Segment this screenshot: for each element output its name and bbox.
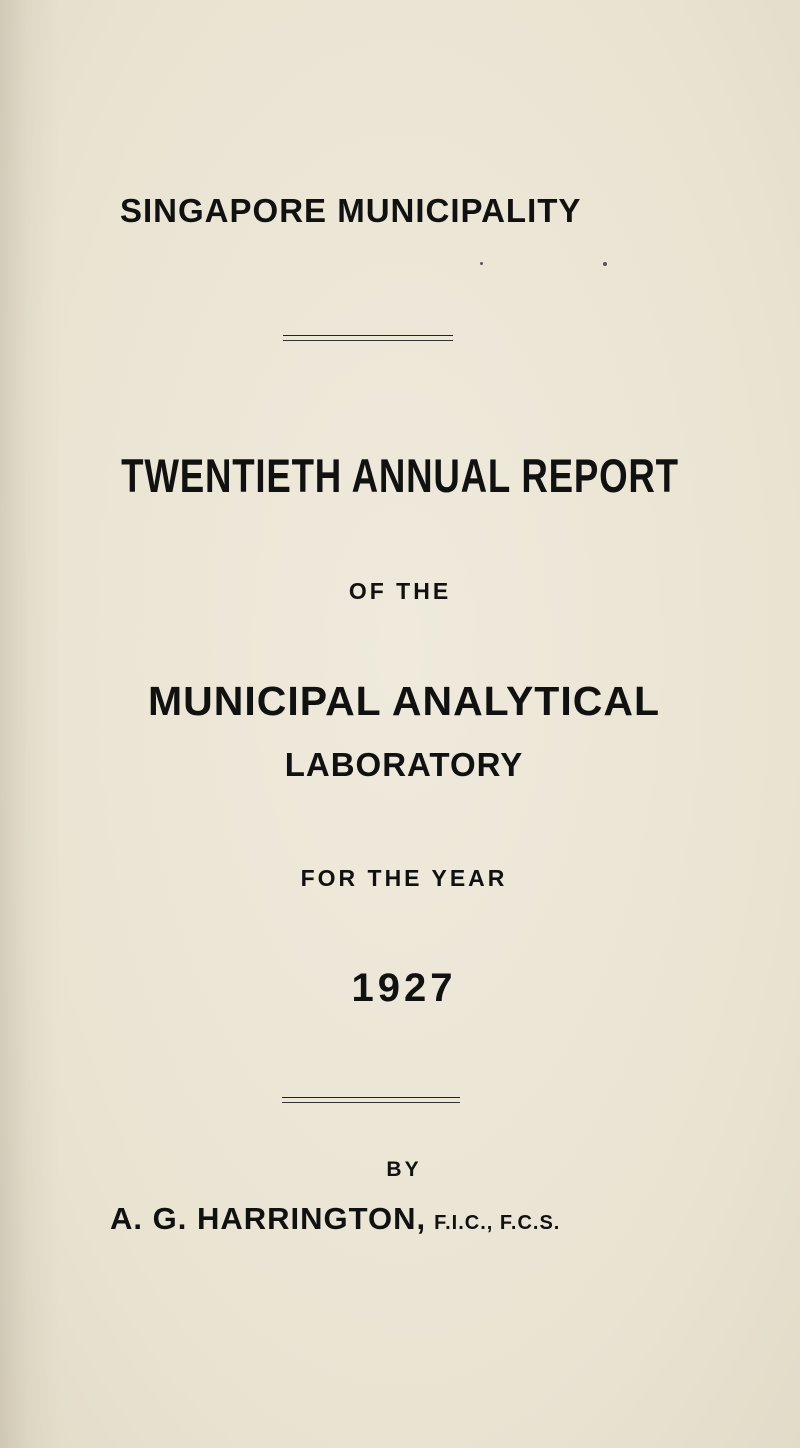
organization-heading: SINGAPORE MUNICIPALITY [120, 192, 582, 229]
author-credentials: F.I.C., F.C.S. [434, 1212, 561, 1234]
for-the-year-label: FOR THE YEAR [300, 865, 508, 891]
bottom-double-rule-lower [282, 1102, 460, 1103]
bottom-double-rule-upper [282, 1097, 460, 1098]
top-double-rule-upper [283, 335, 453, 336]
laboratory-name-line-1: MUNICIPAL ANALYTICAL [148, 678, 660, 724]
author-line [110, 1201, 710, 1237]
report-year: 1927 [351, 966, 457, 1010]
author-name: A. G. HARRINGTON, [110, 1201, 427, 1236]
of-the-label: OF THE [348, 578, 452, 604]
by-label: BY [386, 1158, 422, 1181]
ink-speck [480, 262, 483, 265]
report-title: TWENTIETH ANNUAL REPORT [121, 449, 679, 502]
top-double-rule-lower [283, 340, 453, 341]
ink-speck [603, 262, 607, 266]
laboratory-name-line-2: LABORATORY [284, 746, 524, 783]
